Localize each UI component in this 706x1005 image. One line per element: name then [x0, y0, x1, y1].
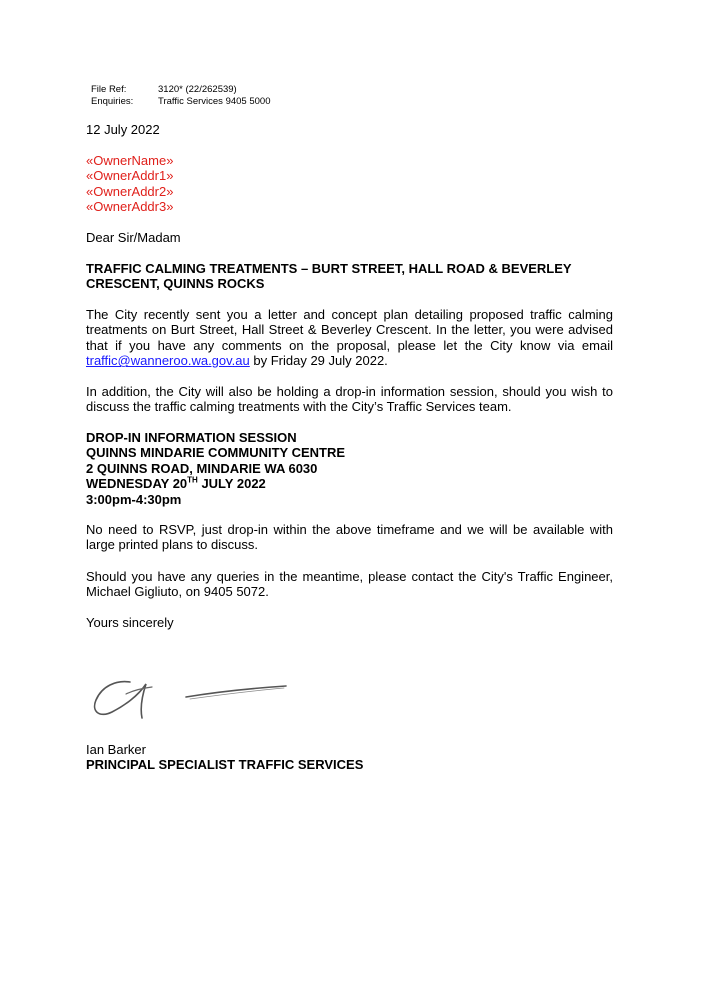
file-ref-value: 3120* (22/262539) [158, 84, 237, 95]
owner-addr2: «OwnerAddr2» [86, 183, 174, 199]
session-date-prefix: WEDNESDAY 20 [86, 476, 188, 492]
session-date [86, 476, 613, 491]
subject-line-2: CRESCENT, QUINNS ROCKS [86, 276, 265, 292]
paragraph-4: Should you have any queries in the meantime, please contact the City's Traffic Engineer, Michael Gigliuto, on 9405 5072. [86, 569, 613, 600]
paragraph-3: No need to RSVP, just drop-in within the above timeframe and we will be available with large printed plans to discuss. [86, 522, 613, 553]
email-link[interactable]: traffic@wanneroo.wa.gov.au [86, 353, 250, 369]
reference-block [91, 84, 270, 108]
signer-title: PRINCIPAL SPECIALIST TRAFFIC SERVICES [86, 757, 364, 773]
session-heading: DROP-IN INFORMATION SESSION [86, 430, 297, 445]
session-address: 2 QUINNS ROAD, MINDARIE WA 6030 [86, 460, 318, 476]
signer-name: Ian Barker [86, 742, 146, 757]
enquiries-label: Enquiries: [91, 96, 134, 107]
owner-name: «OwnerName» [86, 153, 174, 168]
session-venue: QUINNS MINDARIE COMMUNITY CENTRE [86, 445, 346, 461]
owner-addr1: «OwnerAddr1» [86, 168, 174, 184]
signature-image [86, 672, 301, 724]
owner-addr3: «OwnerAddr3» [86, 199, 174, 215]
subject-line-1: TRAFFIC CALMING TREATMENTS – BURT STREET, HALL ROAD & BEVERLEY [86, 261, 572, 276]
salutation: Dear Sir/Madam [86, 230, 181, 245]
paragraph-1-text: The City recently sent you a letter and concept plan detailing proposed traffic calming treatments on Burt Street, Hall Street & Beverley Crescent. In the letter, you were advised that if you have any comments on the proposal, please let the City know via email [86, 307, 613, 353]
session-details [86, 430, 613, 507]
signer-block [86, 742, 613, 773]
paragraph-2: In addition, the City will also be holding a drop-in information session, should you wish to discuss the traffic calming treatments with the City’s Traffic Services team. [86, 384, 613, 415]
paragraph-1-after: by Friday 29 July 2022. [249, 353, 388, 369]
owner-address-block [86, 153, 613, 215]
session-date-sup: TH [187, 475, 198, 485]
paragraph-1 [86, 307, 613, 369]
subject-heading [86, 261, 613, 292]
session-date-suffix: JULY 2022 [197, 476, 266, 492]
letter-date: 12 July 2022 [86, 122, 160, 137]
file-ref-label: File Ref: [91, 84, 127, 95]
session-time: 3:00pm-4:30pm [86, 491, 182, 507]
enquiries-value: Traffic Services 9405 5000 [158, 96, 271, 107]
closing: Yours sincerely [86, 615, 174, 630]
